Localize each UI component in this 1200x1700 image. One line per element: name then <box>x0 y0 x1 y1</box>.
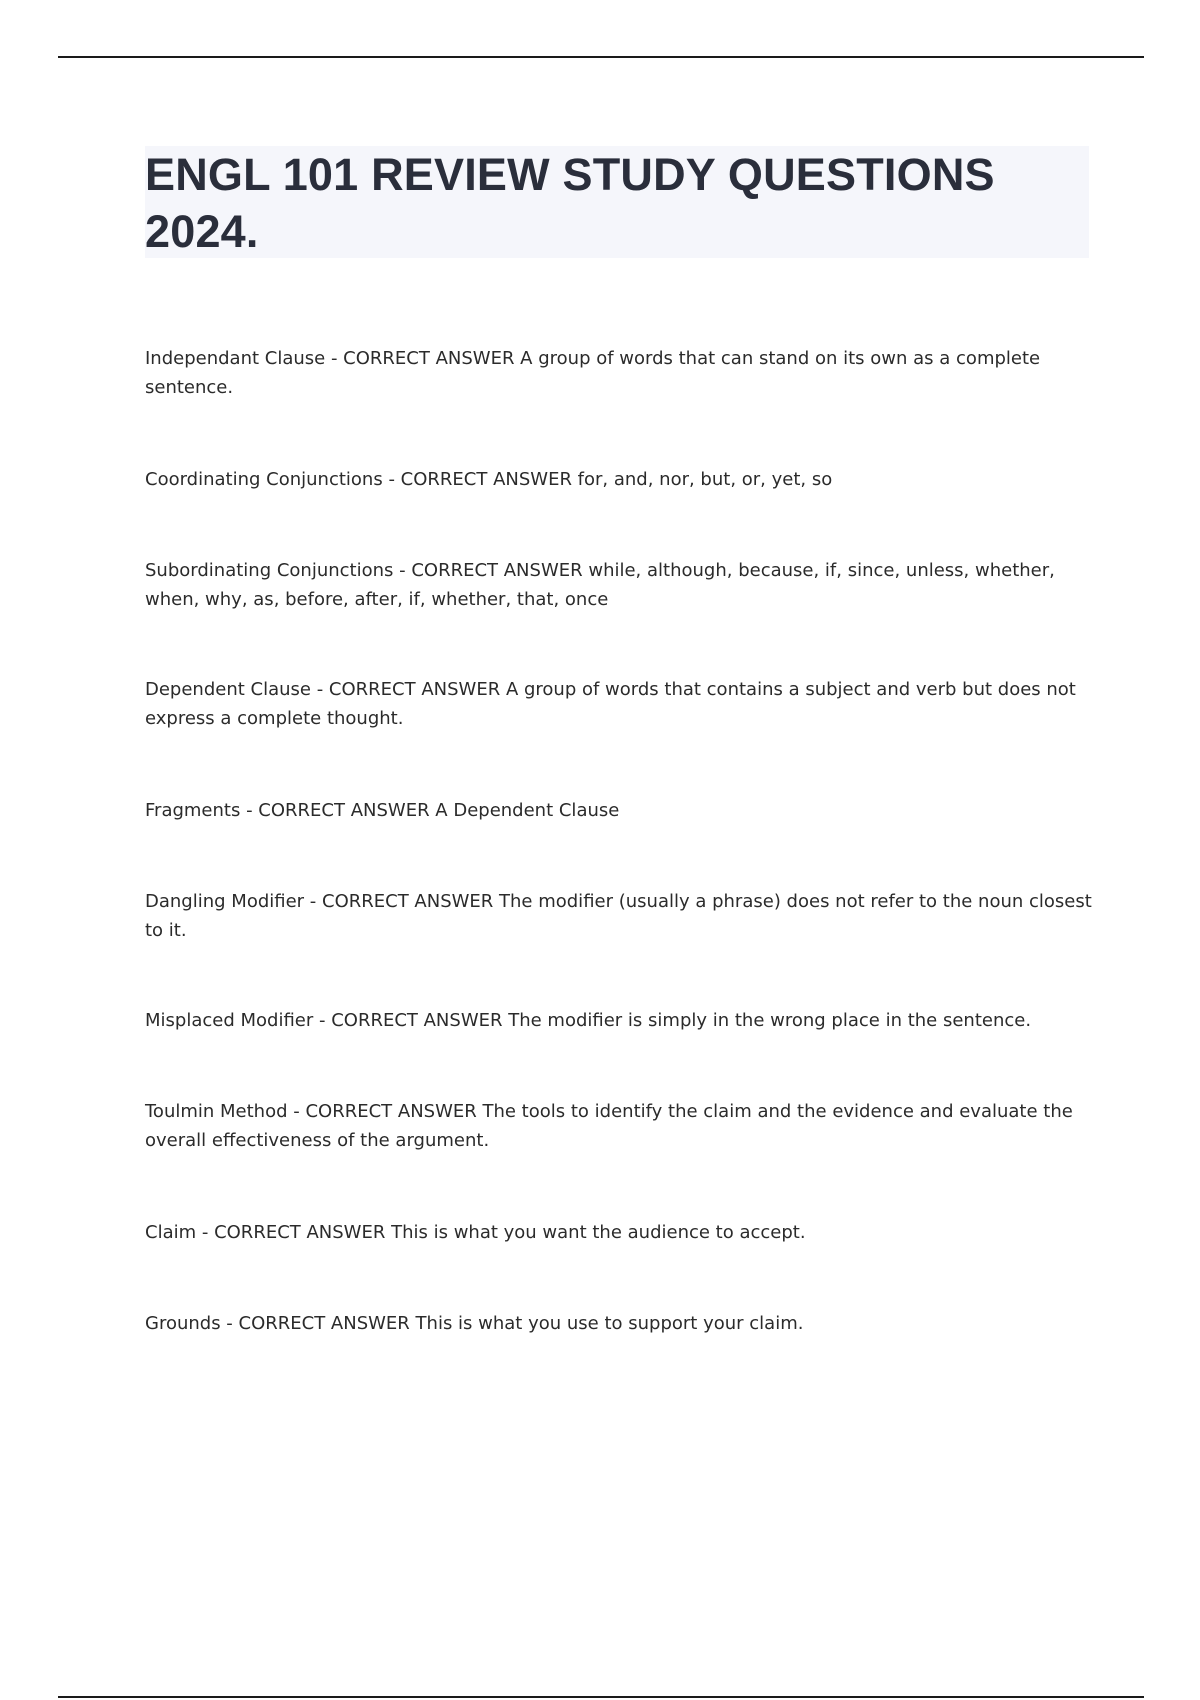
qa-text: Dangling Modifier - CORRECT ANSWER The modifier (usually a phrase) does not refer to the noun closest to it. <box>145 891 1092 941</box>
bottom-rule <box>58 1696 1144 1698</box>
qa-text: Grounds - CORRECT ANSWER This is what you use to support your claim. <box>145 1313 804 1334</box>
qa-item <box>145 1309 1095 1338</box>
qa-text: Misplaced Modifier - CORRECT ANSWER The modifier is simply in the wrong place in the sentence. <box>145 1010 1032 1031</box>
qa-item <box>145 675 1095 733</box>
qa-text: Coordinating Conjunctions - CORRECT ANSWER for, and, nor, but, or, yet, so <box>145 469 833 490</box>
qa-text: Fragments - CORRECT ANSWER A Dependent Clause <box>145 800 620 821</box>
qa-text: Subordinating Conjunctions - CORRECT ANSWER while, although, because, if, since, unless, whether, when, why, as, before, after, if, whether, that, once <box>145 560 1055 610</box>
top-rule <box>58 56 1144 58</box>
qa-item <box>145 796 1095 825</box>
qa-text: Independant Clause - CORRECT ANSWER A group of words that can stand on its own as a complete sentence. <box>145 348 1041 398</box>
qa-item <box>145 887 1095 945</box>
qa-item <box>145 1218 1095 1247</box>
qa-text: Claim - CORRECT ANSWER This is what you want the audience to accept. <box>145 1222 806 1243</box>
qa-text: Toulmin Method - CORRECT ANSWER The tools to identify the claim and the evidence and evaluate the overall effectiveness of the argument. <box>145 1101 1073 1151</box>
qa-item <box>145 1097 1095 1155</box>
qa-text: Dependent Clause - CORRECT ANSWER A group of words that contains a subject and verb but does not express a complete thought. <box>145 679 1076 729</box>
page-title: ENGL 101 REVIEW STUDY QUESTIONS 2024. <box>145 149 995 257</box>
qa-item <box>145 1006 1095 1035</box>
qa-item <box>145 556 1095 614</box>
qa-item <box>145 344 1095 402</box>
qa-item <box>145 465 1095 494</box>
title-block <box>145 146 1089 258</box>
